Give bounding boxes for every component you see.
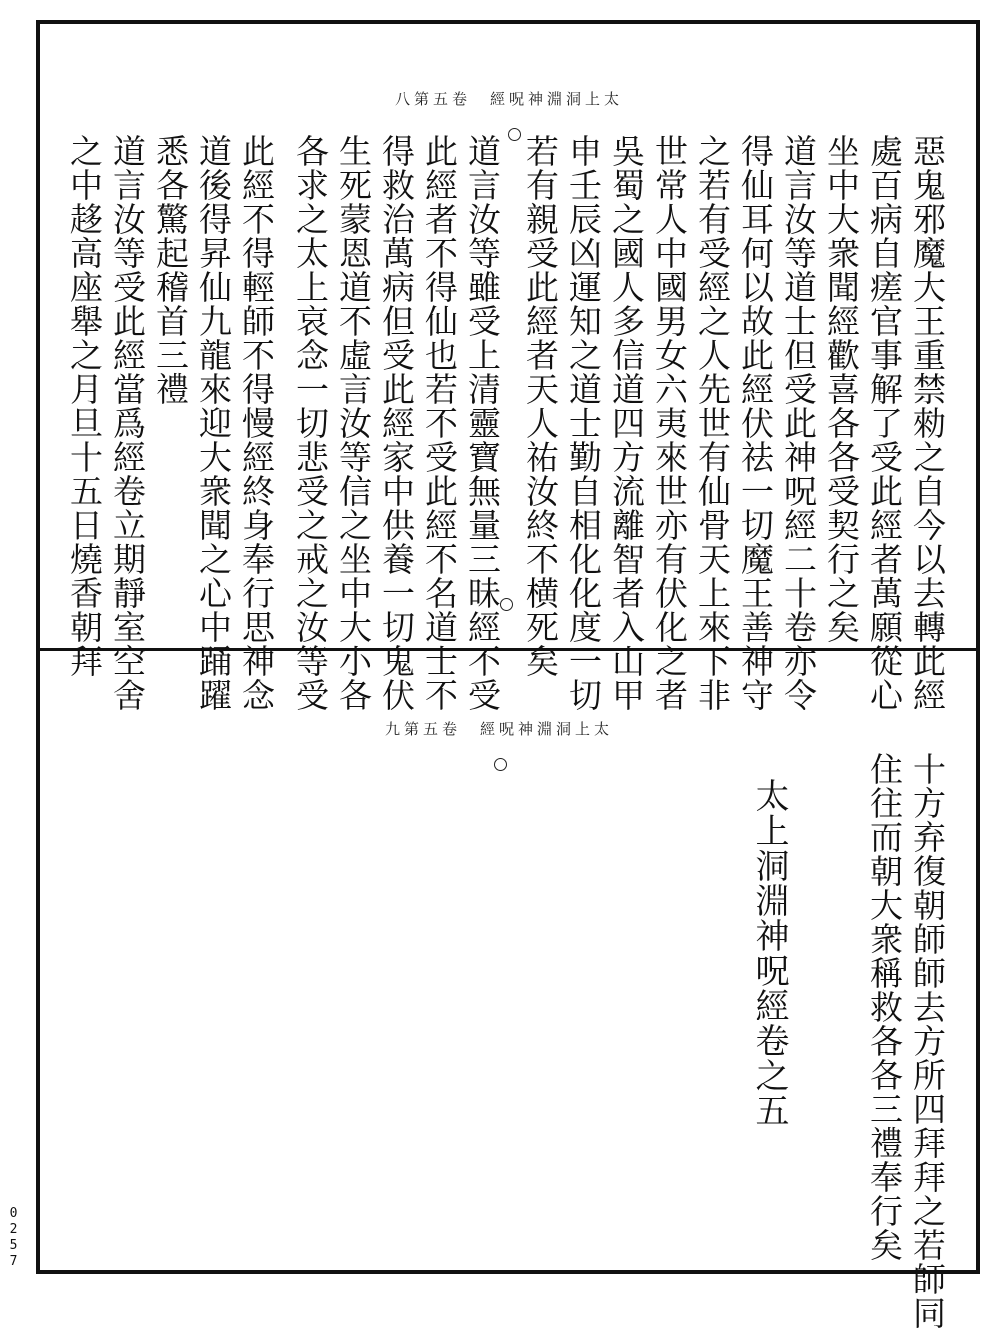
- top-column-18: 悉各驚起稽首三禮: [151, 134, 190, 406]
- top-column-9: 申壬辰凶運知之道士勤自相化化度一切: [564, 134, 603, 712]
- top-column-3: 坐中大衆聞經歡喜各各受契行之矣: [822, 134, 861, 644]
- circle-mark: [508, 128, 521, 141]
- top-column-13: 得救治萬病但受此經家中供養一切鬼伏: [377, 134, 416, 712]
- bottom-page-header: 九第五卷 經呪神淵洞上太: [385, 720, 614, 738]
- top-column-16: 此經不得輕師不得慢經終身奉行思神念: [237, 134, 276, 712]
- top-column-2: 處百病自瘥官事解了受此經者萬願從心: [865, 134, 904, 712]
- top-column-8: 吳蜀之國人多信道四方流離智者入山甲: [607, 134, 646, 712]
- top-column-12: 此經者不得仙也若不受此經不名道士不: [420, 134, 459, 712]
- top-column-10: 若有親受此經者天人祐汝終不横死矣: [521, 134, 560, 678]
- top-column-5: 得仙耳何以故此經伏祛一切魔王善神守: [736, 134, 775, 712]
- top-column-14: 生死蒙恩道不虛言汝等信之坐中大小各: [334, 134, 373, 712]
- scroll-title-column: 太上洞淵神呪經卷之五: [749, 778, 789, 1128]
- top-column-19: 道言汝等受此經當爲經卷立期靜室空舍: [108, 134, 147, 712]
- top-column-15: 各求之太上哀念一切悲受之戒之汝等受: [291, 134, 330, 712]
- page-number: 0257: [6, 1206, 21, 1270]
- top-page-header: 八第五卷 經呪神淵洞上太: [395, 90, 624, 108]
- page-divider: [36, 648, 980, 651]
- top-column-7: 世常人中國男女六夷來世亦有伏化之者: [650, 134, 689, 712]
- circle-mark: [500, 598, 513, 611]
- bottom-column-1: 十方弃復朝師師去方所四拜拜之若師同: [908, 752, 947, 1330]
- bottom-column-2: 住往而朝大衆稱救各各三禮奉行矣: [865, 752, 904, 1262]
- top-column-1: 惡鬼邪魔大王重禁勑之自今以去轉此經: [908, 134, 947, 712]
- top-column-11: 道言汝等雖受上清靈寶無量三昧經不受: [463, 134, 502, 712]
- top-column-4: 道言汝等道士但受此神呪經二十卷亦令: [779, 134, 818, 712]
- top-column-17: 道後得昇仙九龍來迎大衆聞之心中踊躍: [194, 134, 233, 712]
- top-column-20: 之中趍高座舉之月旦十五日燒香朝拜: [65, 134, 104, 678]
- top-column-6: 之若有受經之人先世有仙骨天上來下非: [693, 134, 732, 712]
- circle-mark: [494, 758, 507, 771]
